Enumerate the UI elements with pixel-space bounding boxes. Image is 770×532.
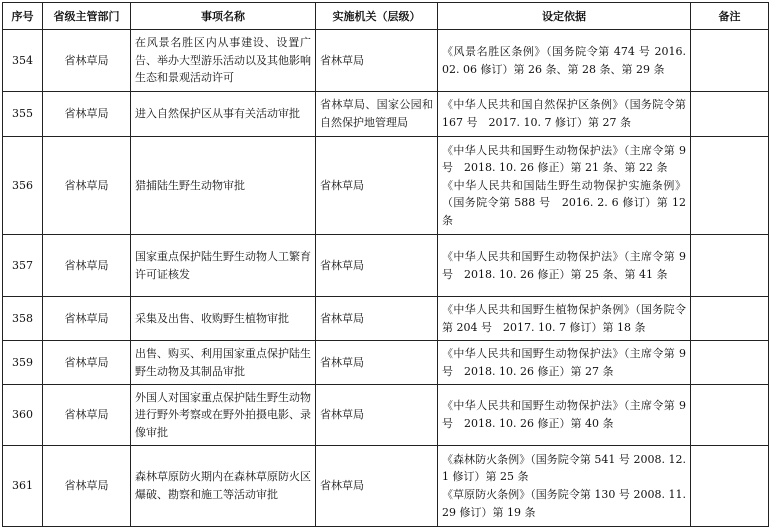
cell-basis: 《中华人民共和国野生动物保护法》（主席令第 9 号 2018. 10. 26 修正）第 27 条 xyxy=(438,341,691,385)
cell-basis: 《中华人民共和国野生动物保护法》（主席令第 9 号 2018. 10. 26 修正）第 40 条 xyxy=(438,385,691,446)
cell-dept: 省林草局 xyxy=(43,446,131,527)
cell-no: 354 xyxy=(3,30,43,92)
cell-no: 358 xyxy=(3,297,43,341)
header-row xyxy=(3,3,769,30)
cell-no: 356 xyxy=(3,137,43,235)
table-row xyxy=(3,235,769,297)
cell-item: 采集及出售、收购野生植物审批 xyxy=(131,297,316,341)
table-row xyxy=(3,137,769,235)
header-no: 序号 xyxy=(3,3,43,30)
matters-table xyxy=(2,2,769,527)
cell-agency: 省林草局 xyxy=(316,30,438,92)
cell-agency: 省林草局 xyxy=(316,446,438,527)
cell-note xyxy=(691,297,769,341)
table-row xyxy=(3,446,769,527)
cell-item: 国家重点保护陆生野生动物人工繁育许可证核发 xyxy=(131,235,316,297)
cell-dept: 省林草局 xyxy=(43,235,131,297)
cell-agency: 省林草局 xyxy=(316,297,438,341)
cell-dept: 省林草局 xyxy=(43,92,131,137)
cell-no: 360 xyxy=(3,385,43,446)
cell-note xyxy=(691,446,769,527)
cell-dept: 省林草局 xyxy=(43,341,131,385)
cell-note xyxy=(691,137,769,235)
cell-item: 进入自然保护区从事有关活动审批 xyxy=(131,92,316,137)
cell-agency: 省林草局 xyxy=(316,341,438,385)
header-item: 事项名称 xyxy=(131,3,316,30)
header-dept: 省级主管部门 xyxy=(43,3,131,30)
table-row xyxy=(3,385,769,446)
cell-dept: 省林草局 xyxy=(43,297,131,341)
cell-dept: 省林草局 xyxy=(43,385,131,446)
header-agency: 实施机关（层级） xyxy=(316,3,438,30)
cell-agency: 省林草局 xyxy=(316,385,438,446)
cell-no: 359 xyxy=(3,341,43,385)
cell-dept: 省林草局 xyxy=(43,137,131,235)
cell-no: 361 xyxy=(3,446,43,527)
cell-basis: 《森林防火条例》（国务院令第 541 号 2008. 12. 1 修订）第 25 条 《草原防火条例》（国务院令第 130 号 2008. 11. 29 修订）第 19 条 xyxy=(438,446,691,527)
cell-item: 外国人对国家重点保护陆生野生动物进行野外考察或在野外拍摄电影、录像审批 xyxy=(131,385,316,446)
cell-item: 在风景名胜区内从事建设、设置广告、举办大型游乐活动以及其他影响生态和景观活动许可 xyxy=(131,30,316,92)
cell-basis: 《中华人民共和国野生动物保护法》（主席令第 9 号 2018. 10. 26 修正）第 25 条、第 41 条 xyxy=(438,235,691,297)
cell-no: 357 xyxy=(3,235,43,297)
cell-no: 355 xyxy=(3,92,43,137)
table-row xyxy=(3,341,769,385)
header-note: 备注 xyxy=(691,3,769,30)
cell-note xyxy=(691,341,769,385)
cell-basis: 《中华人民共和国野生动物保护法》（主席令第 9 号 2018. 10. 26 修正）第 21 条、第 22 条 《中华人民共和国陆生野生动物保护实施条例》（国务院令第 588 号 2016. 2. 6 修订）第 12 条 xyxy=(438,137,691,235)
cell-basis: 《风景名胜区条例》（国务院令第 474 号 2016. 02. 06 修订）第 26 条、第 28 条、第 29 条 xyxy=(438,30,691,92)
table-row xyxy=(3,30,769,92)
table-row xyxy=(3,92,769,137)
table-row xyxy=(3,297,769,341)
cell-agency: 省林草局 xyxy=(316,137,438,235)
cell-basis: 《中华人民共和国野生植物保护条例》（国务院令第 204 号 2017. 10. 7 修订）第 18 条 xyxy=(438,297,691,341)
cell-note xyxy=(691,30,769,92)
cell-note xyxy=(691,92,769,137)
header-basis: 设定依据 xyxy=(438,3,691,30)
cell-note xyxy=(691,235,769,297)
cell-agency: 省林草局、国家公园和自然保护地管理局 xyxy=(316,92,438,137)
cell-agency: 省林草局 xyxy=(316,235,438,297)
cell-item: 猎捕陆生野生动物审批 xyxy=(131,137,316,235)
cell-dept: 省林草局 xyxy=(43,30,131,92)
cell-item: 出售、购买、利用国家重点保护陆生野生动物及其制品审批 xyxy=(131,341,316,385)
cell-note xyxy=(691,385,769,446)
cell-item: 森林草原防火期内在森林草原防火区爆破、勘察和施工等活动审批 xyxy=(131,446,316,527)
cell-basis: 《中华人民共和国自然保护区条例》（国务院令第 167 号 2017. 10. 7 修订）第 27 条 xyxy=(438,92,691,137)
